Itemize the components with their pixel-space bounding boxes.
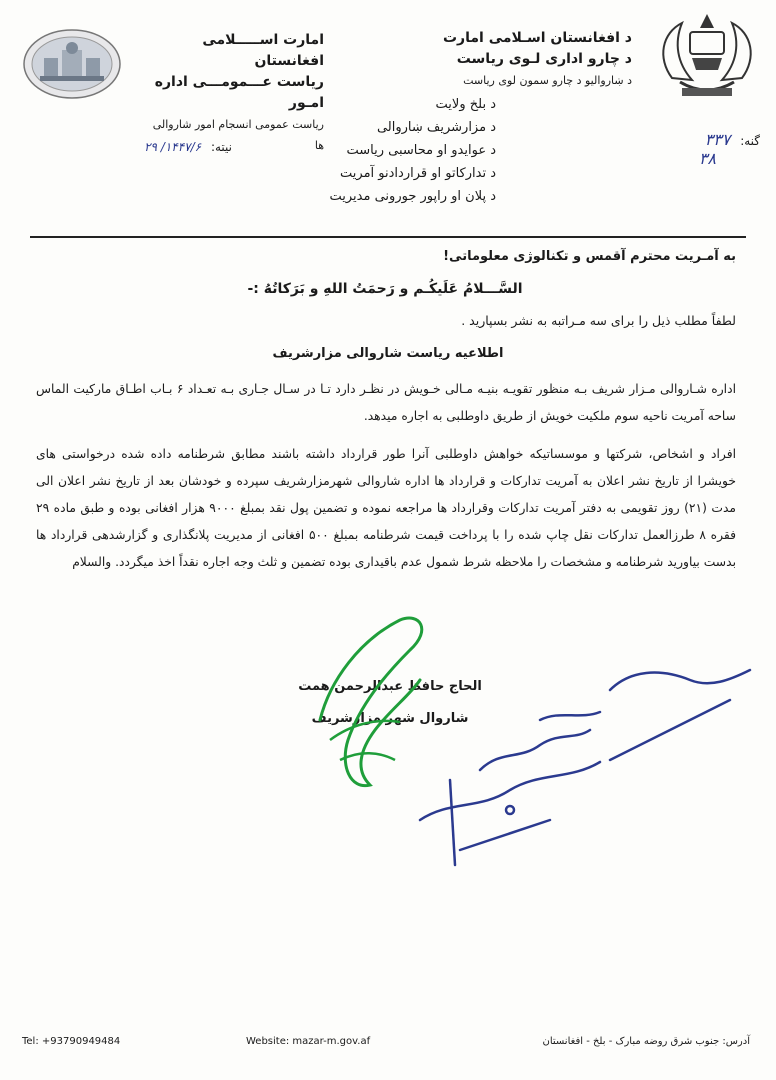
recipient-line: د بلخ ولایت [435, 97, 496, 112]
municipality-logo [22, 28, 122, 100]
header-left-title-1: امارت اســـــلامی افغانستان [202, 32, 324, 69]
paragraph-1: اداره شـاروالی مـزار شریف بـه منظور تقویـه بنیـه مـالی خـویش در نظـر دارد تـا در سـال جـاری بـه تعـداد ۶ بـاب اطـاق مارکیت الماس ساحه آمریت ناحیه سوم ملکیت خویش از طریق داوطلبی به اجاره میدهد. [36, 382, 736, 423]
date-row [92, 140, 232, 164]
request-line: لطفاً مطلب ذیل را برای سه مـراتبه به نشر بسپارید . [461, 313, 736, 328]
reference-row [660, 130, 760, 174]
date-value: ۱۴۴۷/۶/ ۲۹ [144, 140, 202, 154]
header-divider [30, 236, 746, 238]
header-right-title-1: د افغانستان اسـلامی امارت [442, 30, 632, 46]
recipients-list [250, 93, 496, 208]
signatory-title: شاروال شهر مزارشریف [311, 711, 469, 726]
ref-value-secondary: ۳۸ [698, 149, 716, 168]
ref-value: ۳۳۷ [704, 130, 731, 149]
date-label: نیته: [210, 140, 232, 154]
recipient-line: د تدارکاتو او قراردادنو آمریت [340, 166, 496, 181]
paragraph-2: افراد و اشخاص، شرکتها و موسساتیکه خواهش داوطلبی آنرا طور قرارداد داشته باشند مطابق شرطنامه داده شده درخواستی های خویشرا از تاریخ نشر اعلان به آمریت تدارکات و قرارداد ها اداره شاروالی شهرمزارشریف سپرده و خودشان بعد از تاریخ نشر اعلان الی مدت (۲۱) روز تقویمی به دفتر آمریت تدارکات وقرارداد ها مراجعه نموده و تضمین پول نقد بمبلغ ۹۰۰۰ هزار افغانی بوده و طبق ماده ۲۹ فقره ۸ طرزالعمل تدارکات نقل چاپ شده را با پرداخت قیمت شرطنامه بمبلغ ۵۰۰ افغانی از مدیریت پلانگذاری و گزارشدهی قرارداد ها بدست بیاورید شرطنامه و مشخصات را ملاحظه شرط شمول عدم باقیداری بوده تضمین و ثلث وجه اجاره نقداً اخذ میگردد. والسلام [36, 447, 736, 569]
footer-address: آدرس: جنوب شرق روضه مبارک - بلخ - افغانستان [542, 1036, 750, 1047]
header-left-title-2: ریاست عـــمومـــی اداره امـور [154, 74, 324, 111]
recipient-line: د پلان او راپور جورونی مدیریت [329, 189, 496, 204]
signatory-name: الحاج حافظ عبدالرحمن همت [298, 679, 482, 694]
recipient-line: د عوایدو او محاسبی ریاست [346, 143, 496, 158]
footer [0, 1036, 776, 1060]
ref-label: گنه: [740, 134, 760, 148]
footer-tel: Tel: +93790949484 [22, 1036, 121, 1047]
header-right-title-2: د چارو اداری لـوی ریاست [456, 51, 632, 67]
header-left-subtitle: ریاست عمومی انسجام امور شاروالی ها [152, 118, 324, 152]
footer-website: Website: mazar-m.gov.af [246, 1036, 371, 1047]
greeting: السَّـــلامُ عَلَيكُـم و رَحمَتُ اللهِ و بَرَكاتُهُ :- [247, 281, 523, 297]
emirate-emblem [652, 8, 762, 108]
handwritten-note [390, 650, 770, 910]
recipient-line: د مزارشریف ښاروالی [376, 120, 496, 135]
salutation: به آمـریت محترم آقمس و تکنالوژی معلوماتی! [443, 249, 736, 264]
notice-title: اطلاعیه ریاست شاروالی مزارشریف [272, 346, 504, 361]
header-right-subtitle: د ښاروالیو د چارو سمون لوی ریاست [463, 74, 632, 87]
header-right [432, 28, 632, 91]
